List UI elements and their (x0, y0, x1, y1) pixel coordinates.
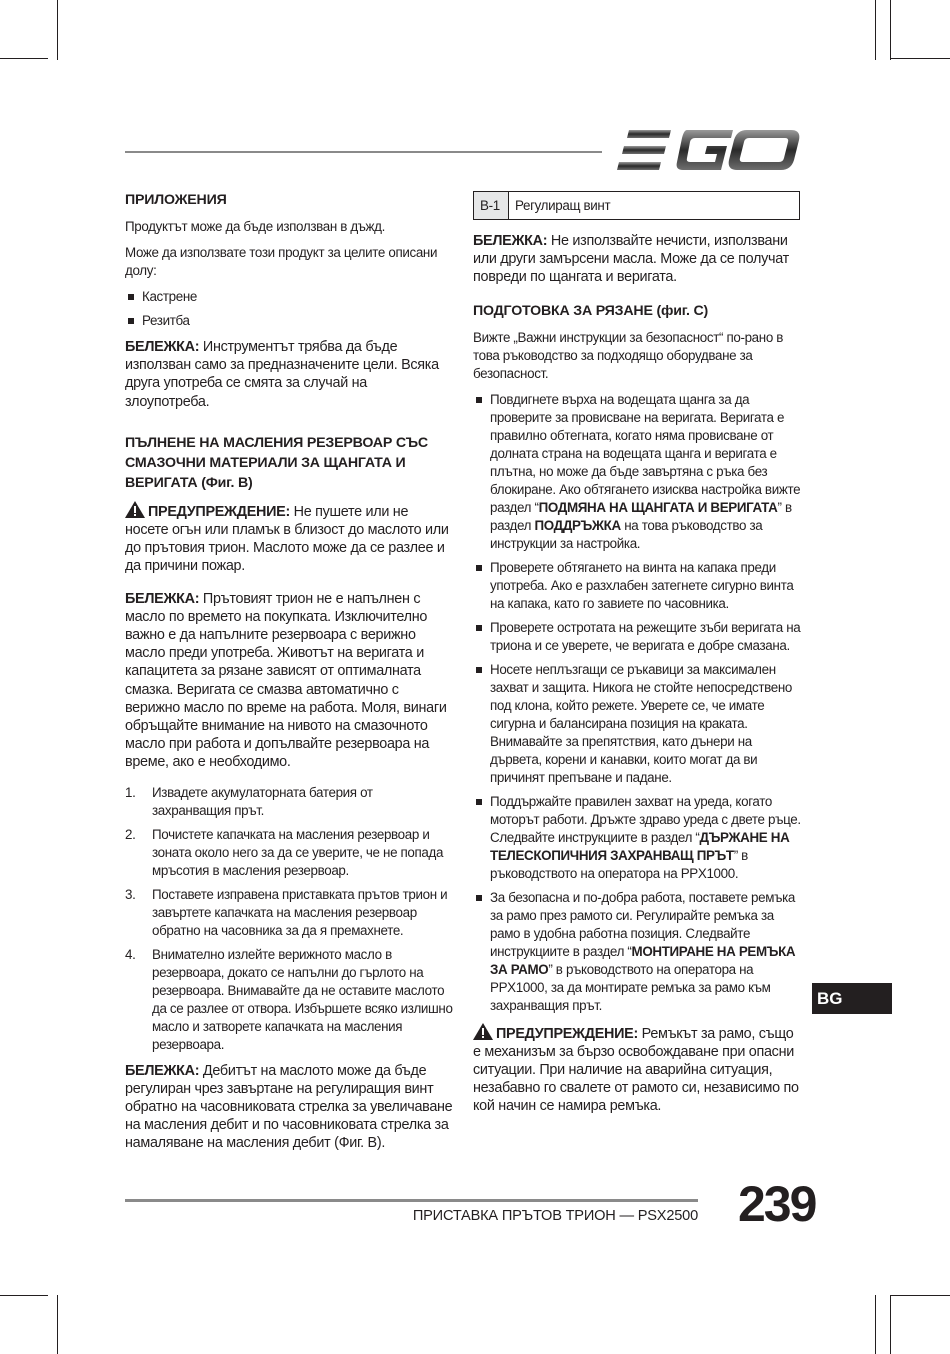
section-title-cutting-prep: ПОДГОТОВКА ЗА РЯЗАНЕ (фиг. C) (473, 302, 709, 319)
crop-mark (875, 1295, 876, 1354)
crop-mark (890, 1295, 891, 1354)
note: БЕЛЕЖКА: Не използвайте нечисти, използвани или други замърсени масла. Може да се получат повреди по щангата и веригата. (473, 233, 789, 286)
paragraph: Вижте „Важни инструкции за безопасност“ по-рано в това ръководство за подходящо оборудване за безопасност. (473, 329, 784, 381)
list-item: Повдигнете върха на водещата щанга за да проверите за провисване на веригата. Веригата е правилно обтегната, когато няма провисване от долната страна на водещата щанга и веригата е плътна, но може да бъде завъртяна с ръка без блокиране. Ако обтягането изисква настройка вижте раздел “ПОДМЯНА НА ЩАНГАТА И ВЕРИГАТА” в раздел ПОДДРЪЖКА на това ръководство за инструкции за настройка. (473, 391, 801, 553)
list-item: Поддържайте правилен захват на уреда, когато моторът работи. Дръжте здраво уреда с двете ръце. Следвайте инструкциите в раздел “ДЪРЖАНЕ НА ТЕЛЕСКОПИЧНИЯ ЗАХРАНВАЩ ПРЪТ” в ръководството на оператора на PPX1000. (473, 793, 801, 883)
crop-mark (0, 1295, 48, 1296)
list-item: 2. Почистете капачката на масления резервоар и зоната около него за да се уверите, че не попада мръсотия в масления резервоар. (125, 826, 444, 878)
figure-legend (473, 191, 800, 220)
list-item: Проверете обтягането на винта на капака преди употреба. Ако е разхлабен затегнете сигурно винта на капака, като го завиете по часовника. (473, 559, 801, 613)
right-column (473, 191, 801, 1124)
section-title-oil-filling: ПЪЛНЕНЕ НА МАСЛЕНИЯ РЕЗЕРВОАР СЪС СМАЗОЧНИ МАТЕРИАЛИ ЗА ЩАНГАТА И ВЕРИГАТА (Фиг. B) (125, 434, 428, 491)
note: БЕЛЕЖКА: Прътовият трион не е напълнен с масло по времето на покупката. Изключително важно е да напълните резервоара с верижно масло преди употреба. Животът на веригата и капацитета за рязане зависят от оптималната смазка. Веригата се смазва автоматично с верижно масло по време на работа. Моля, винаги обръщайте внимание на нивото на смазочното масло при работа и допълвайте резервоара на време, ако е необходимо. (125, 590, 447, 771)
header-rule (125, 151, 602, 153)
crop-mark (0, 58, 48, 59)
list-item: Носете неплъзгащи се ръкавици за максимален захват и защита. Никога не стойте непосредствено под клона, който режете. Уверете се, че имате сигурна и балансирана позиция на краката. Внимавайте за препятствия, като дънери на дърветa, корени и канавки, които могат да ви причинят препъване и падане. (473, 661, 801, 787)
prep-list (473, 391, 801, 1015)
left-column (125, 190, 453, 1161)
crop-mark (57, 1295, 58, 1354)
list-item: 4. Внимателно излейте верижното масло в резервоара, докато се напълни до гърлото на резервоара. Внимавайте да не оставите маслото да се разлее от отвора. Избършете всяко излишно масло и затворете капачката на масления резервоара. (125, 946, 453, 1052)
crop-mark (890, 58, 950, 59)
paragraph: Може да използвате този продукт за целите описани долу: (125, 245, 438, 278)
warning-icon (125, 501, 145, 518)
legend-value: Регулиращ винт (509, 192, 800, 220)
warning-icon (473, 1023, 493, 1040)
section-title-applications: ПРИЛОЖЕНИЯ (125, 192, 227, 208)
warning: ПРЕДУПРЕЖДЕНИЕ: Не пушете или не носете огън или пламък в близост до маслото или до прътовия трион. Маслото може да се разлее и да причини пожар. (125, 501, 453, 576)
note: БЕЛЕЖКА: Дебитът на маслото може да бъде регулиран чрез завъртане на регулиращия винт обратно на часовниковата стрелка за увеличаване на масления дебит и по часовниковата стрелка за намаляване на масления дебит (Фиг. B). (125, 1062, 453, 1152)
list-item: Проверете остротата на режещите зъби веригата на триона и се уверете, че веригата е добре смазана. (473, 619, 801, 655)
list-item: За безопасна и по-добра работа, поставете ремъка за рамо през рамото си. Регулирайте ремъка за рамо в удобна работна позиция. Следвайте инструкциите в раздел “МОНТИРАНЕ НА РЕМЪКА ЗА РАМО” в ръководството на оператора на PPX1000, за да монтирате ремъка за рамо към захранващия прът. (473, 889, 801, 1015)
language-tab: BG (812, 983, 892, 1014)
list-item: 1. Извадете акумулаторната батерия от захранващия прът. (125, 784, 373, 818)
list-item: Резитба (125, 312, 453, 330)
paragraph: Продуктът може да бъде използван в дъжд. (125, 219, 385, 234)
crop-mark (890, 1295, 950, 1296)
note: БЕЛЕЖКА: Инструментът трябва да бъде използван само за предназначените цели. Всяка друга употреба се смята за случай на злоупотреба. (125, 339, 439, 410)
crop-mark (57, 0, 58, 60)
list-item: 3. Поставете изправена приставката прътов трион и завъртете капачката на масления резервоар обратно на часовника за да я премахнете. (125, 886, 448, 938)
page-number: 239 (738, 1176, 816, 1232)
list-item: Кастрене (125, 288, 453, 306)
crop-mark (875, 0, 876, 60)
ego-logo (615, 128, 801, 172)
legend-key: B-1 (474, 192, 509, 220)
steps-list (125, 784, 453, 1054)
crop-mark (890, 0, 891, 60)
warning: ПРЕДУПРЕЖДЕНИЕ: Ремъкът за рамо, също е механизъм за бързо освобождаване при опасни ситуации. При наличие на аварийна ситуация, незабавно го свалете от рамото си, независимо по кой начин се намира ремъка. (473, 1023, 801, 1116)
uses-list (125, 288, 453, 330)
footer-rule (125, 1199, 698, 1202)
footer-title: ПРИСТАВКА ПРЪТОВ ТРИОН — PSX2500 (412, 1208, 698, 1224)
